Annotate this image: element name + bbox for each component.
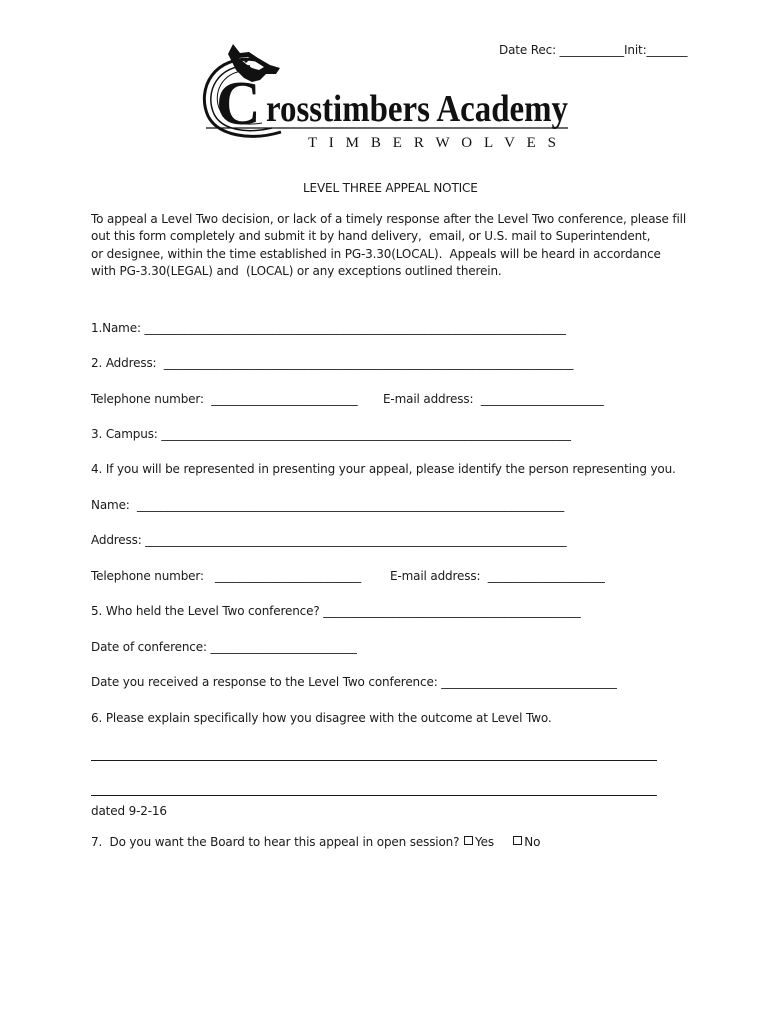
intro-line: out this form completely and submit it by hand delivery, email, or U.S. mail to Superintendent, [91,229,651,244]
intro-line: with PG-3.30(LEGAL) and (LOCAL) or any exceptions outlined therein. [91,263,502,278]
representative-telephone-field[interactable]: Telephone number: _________________________ [91,569,362,583]
intro-line: or designee, within the time established in PG-3.30(LOCAL). Appeals will be heard in accordance [91,246,661,261]
campus-field[interactable]: 3. Campus: ______________________________________________________________________ [91,427,571,441]
no-option[interactable] [512,834,540,850]
logo-subtitle: T I M B E R W O L V E S [308,135,556,151]
representative-address-field[interactable]: Address: ________________________________________________________________________ [91,533,567,547]
intro-line: To appeal a Level Two decision, or lack of a timely response after the Level Two conference, please fill [91,212,687,226]
crosstimbers-logo [196,44,576,152]
email-field[interactable]: E-mail address: _____________________ [383,392,604,406]
form-revision-date: dated 9-2-16 [91,804,167,818]
explanation-line[interactable] [91,795,657,796]
form-title: LEVEL THREE APPEAL NOTICE [303,181,478,195]
telephone-field[interactable]: Telephone number: _________________________ [91,392,358,406]
open-session-label: 7. Do you want the Board to hear this appeal in open session? [91,835,460,849]
representation-question: 4. If you will be represented in presenting your appeal, please identify the person representing you. [91,462,676,476]
open-session-question [91,834,540,850]
disagreement-question: 6. Please explain specifically how you disagree with the outcome at Level Two. [91,711,552,725]
yes-checkbox[interactable] [464,836,473,845]
logo-initial: C [216,70,261,138]
logo-school-name: rosstimbers Academy [266,88,568,130]
conference-date-field[interactable]: Date of conference: _________________________ [91,640,357,654]
representative-name-field[interactable]: Name: _________________________________________________________________________ [91,498,565,512]
no-label: No [524,835,541,849]
conference-holder-field[interactable]: 5. Who held the Level Two conference? ____________________________________________ [91,604,581,618]
yes-option[interactable] [463,834,494,850]
yes-label: Yes [475,835,494,849]
representative-email-field[interactable]: E-mail address: ____________________ [390,569,605,583]
date-received-line[interactable]: Date Rec: ___________Init:_______ [499,43,688,57]
explanation-line[interactable] [91,760,657,761]
intro-paragraph [91,211,691,280]
name-field[interactable]: 1.Name: ________________________________________________________________________ [91,321,566,335]
response-date-field[interactable]: Date you received a response to the Level Two conference: ______________________________ [91,675,617,689]
address-field[interactable]: 2. Address: ______________________________________________________________________ [91,356,574,370]
no-checkbox[interactable] [513,836,522,845]
